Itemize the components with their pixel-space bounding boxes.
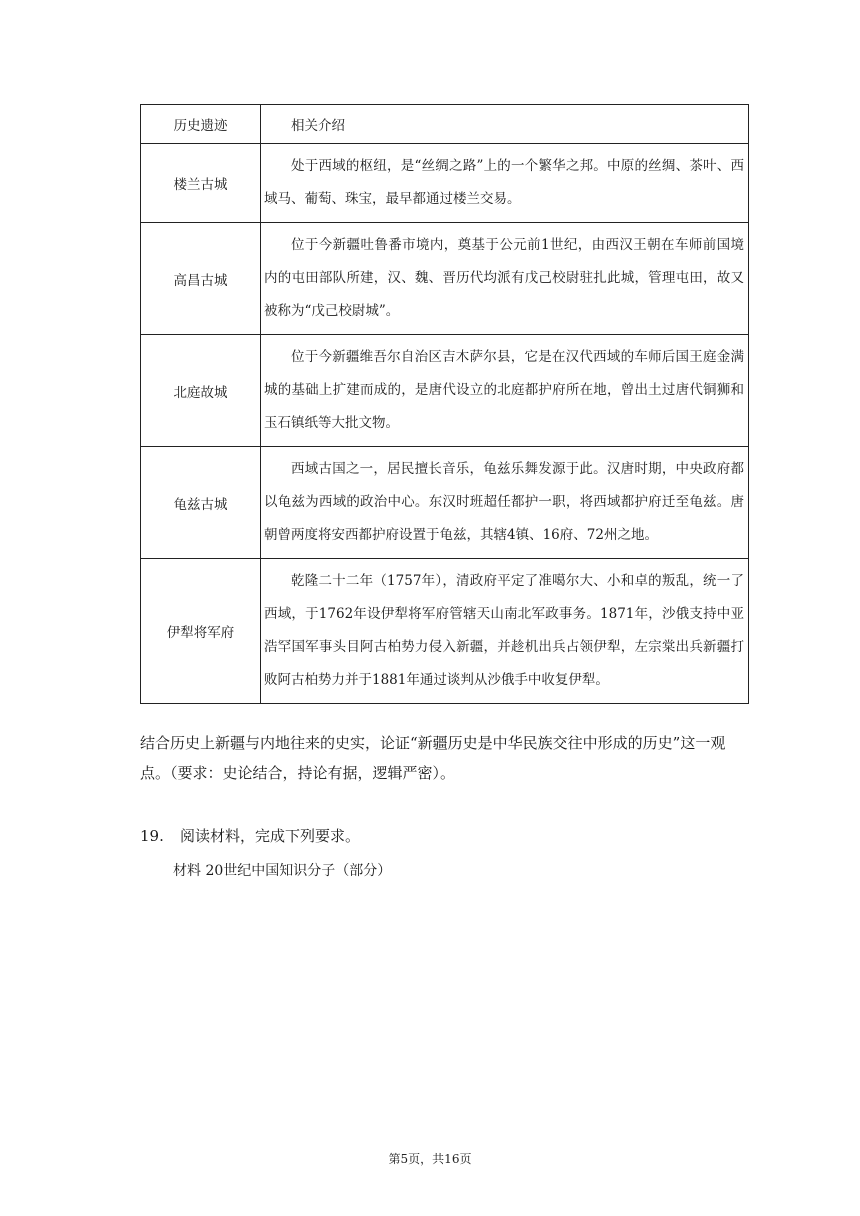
- site-intro: 位于今新疆吐鲁番市境内，奠基于公元前1世纪，由西汉王朝在车师前国境内的屯田部队所建，汉、魏、晋历代均派有戊己校尉驻扎此城，管理屯田，故又被称为“戊己校尉城”。: [261, 223, 749, 335]
- question-19: [140, 825, 752, 846]
- site-intro: 西域古国之一，居民擅长音乐，龟兹乐舞发源于此。汉唐时期，中央政府都以龟兹为西域的政治中心。东汉时班超任都护一职，将西域都护府迁至龟兹。唐朝曾两度将安西都护府设置于龟兹，其辖4镇、16府、72州之地。: [261, 447, 749, 559]
- question-18-prompt: 结合历史上新疆与内地往来的史实，论证“新疆历史是中华民族交往中形成的历史”这一观点。（要求：史论结合，持论有据，逻辑严密）。: [140, 734, 726, 782]
- site-intro: 位于今新疆维吾尔自治区吉木萨尔县，它是在汉代西域的车师后国王庭金满城的基础上扩建而成的，是唐代设立的北庭都护府所在地，曾出土过唐代铜狮和玉石镇纸等大批文物。: [261, 335, 749, 447]
- table-row: [141, 335, 749, 447]
- header-intro: 相关介绍: [261, 105, 749, 144]
- table-row: [141, 447, 749, 559]
- question-19-text: 阅读材料，完成下列要求。: [180, 827, 361, 845]
- table-row: [141, 144, 749, 223]
- table-header-row: [141, 105, 749, 144]
- page-footer: 第5页，共16页: [388, 1152, 472, 1166]
- site-name: 楼兰古城: [141, 144, 261, 223]
- site-name: 龟兹古城: [141, 447, 261, 559]
- table-row: [141, 223, 749, 335]
- site-intro: 乾隆二十二年（1757年），清政府平定了准噶尔大、小和卓的叛乱，统一了西域，于1762年设伊犁将军府管辖天山南北军政事务。1871年，沙俄支持中亚浩罕国军事头目阿古柏势力侵入新疆，并趁机出兵占领伊犁，左宗棠出兵新疆打败阿古柏势力并于1881年通过谈判从沙俄手中收复伊犁。: [261, 559, 749, 704]
- historical-sites-table: [140, 104, 749, 704]
- site-intro: 处于西域的枢纽，是“丝绸之路”上的一个繁华之邦。中原的丝绸、茶叶、西域马、葡萄、珠宝，最早都通过楼兰交易。: [261, 144, 749, 223]
- site-name: 高昌古城: [141, 223, 261, 335]
- header-site: 历史遗迹: [141, 105, 261, 144]
- question-number: 19.: [140, 827, 164, 845]
- site-name: 伊犁将军府: [141, 559, 261, 704]
- material-caption: 材料 20世纪中国知识分子（部分）: [173, 863, 392, 879]
- site-name: 北庭故城: [141, 335, 261, 447]
- table-row: [141, 559, 749, 704]
